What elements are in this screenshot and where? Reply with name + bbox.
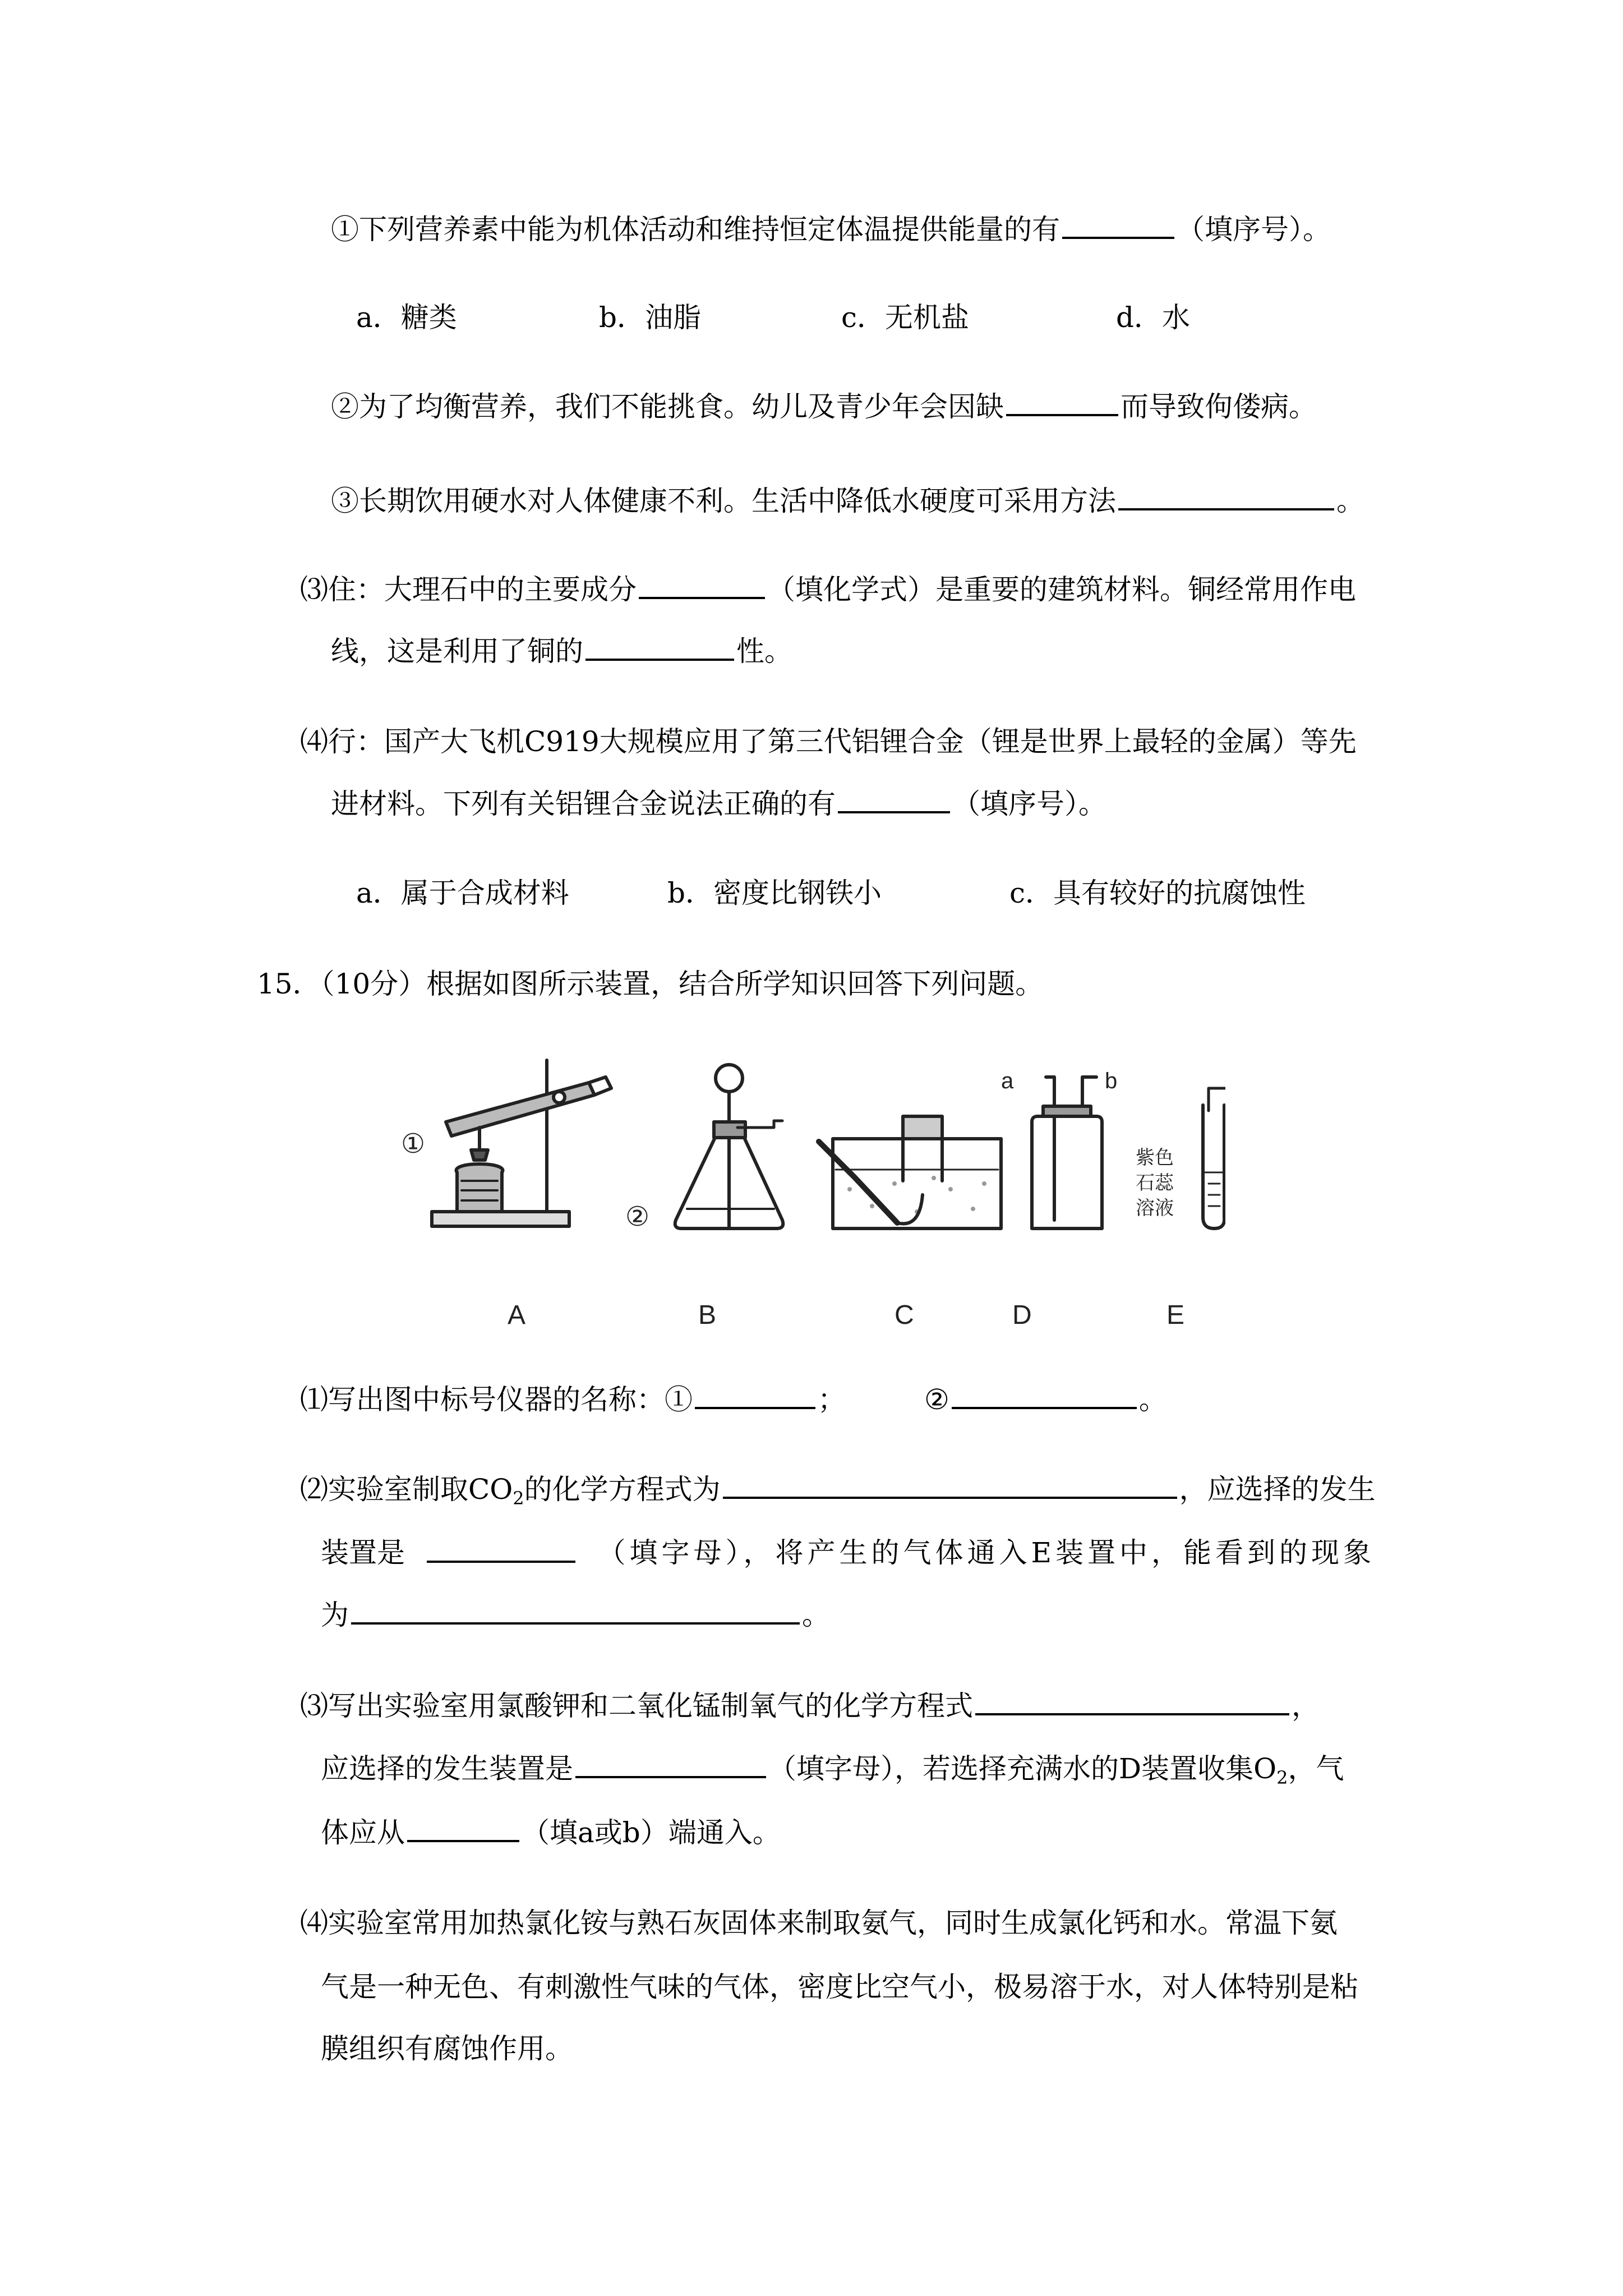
q15-part-3-cont <box>321 1750 1344 1796</box>
answer-blank[interactable] <box>639 571 765 599</box>
apparatus-a <box>432 1060 611 1226</box>
q14-part-4-cont <box>331 785 1106 822</box>
answer-blank[interactable] <box>695 1381 815 1409</box>
q15-part-3b-pre: 应选择的发生装置是 <box>321 1752 573 1785</box>
label-c: C <box>895 1300 914 1330</box>
q15-part-1-tail: 。 <box>1138 1383 1167 1416</box>
marker-1: ① <box>401 1129 426 1159</box>
answer-blank[interactable] <box>1118 482 1334 510</box>
e-label-2: 石蕊 <box>1136 1172 1174 1194</box>
q14-part-3-text: ⑶住：大理石中的主要成分 <box>300 573 637 606</box>
q15-part-1 <box>300 1381 1167 1418</box>
q15-part-3b-mid: （填字母），若选择充满水的D装置收集O <box>768 1752 1277 1785</box>
q14-part-3-cont <box>331 633 792 669</box>
answer-blank[interactable] <box>427 1535 575 1563</box>
q15-part-4: ⑷实验室常用加热氯化铵与熟石灰固体来制取氨气，同时生成氯化钙和水。常温下氨 <box>300 1907 1338 1939</box>
q14-part-3b-text: 线，这是利用了铜的 <box>331 635 583 668</box>
q14-option-d: d．水 <box>1116 301 1191 334</box>
q15-part-2b-text: 装置是 <box>321 1536 405 1569</box>
q14-part4-option-c: c．具有较好的抗腐蚀性 <box>1009 877 1306 909</box>
q15-part-2-cont <box>321 1535 1375 1571</box>
q15-part-2-pre: ⑵实验室制取CO <box>300 1473 513 1506</box>
q14-part-3 <box>300 571 1356 608</box>
q15-part-4-cont: 气是一种无色、有刺激性气味的气体，密度比空气小，极易溶于水，对人体特别是粘 <box>321 1971 1358 2003</box>
q14-option-b: b．油脂 <box>599 301 702 334</box>
answer-blank[interactable] <box>723 1471 1177 1499</box>
e-label-1: 紫色 <box>1136 1147 1174 1168</box>
answer-blank[interactable] <box>838 785 950 813</box>
q15-part-3-end <box>321 1814 781 1851</box>
answer-blank[interactable] <box>407 1814 519 1842</box>
q15-part-2c-text: 为 <box>321 1599 349 1631</box>
apparatus-b <box>675 1065 783 1228</box>
q14-option-c: c．无机盐 <box>841 301 970 334</box>
q15-part-4-end: 膜组织有腐蚀作用。 <box>321 2032 573 2065</box>
q15-part-1-sep: ； <box>818 1383 846 1416</box>
q15-part-3c-text: 体应从 <box>321 1816 405 1849</box>
q15-part-3-tail: ， <box>1292 1690 1320 1722</box>
subscript: 2 <box>513 1488 524 1509</box>
apparatus-d <box>1032 1077 1102 1228</box>
q15-part-2b-tail: （填字母），将产生的气体通入E装置中，能看到的现象 <box>597 1536 1375 1569</box>
label-b: B <box>698 1300 717 1330</box>
answer-blank[interactable] <box>1062 211 1174 239</box>
subscript: 2 <box>1276 1767 1288 1788</box>
label-a: A <box>508 1300 526 1330</box>
apparatus-e <box>1203 1088 1225 1228</box>
answer-blank[interactable] <box>585 633 734 661</box>
answer-blank[interactable] <box>952 1381 1137 1409</box>
q14-part-4b-text: 进材料。下列有关铝锂合金说法正确的有 <box>331 788 836 820</box>
q15-part-2 <box>300 1471 1376 1516</box>
q14-part-4: ⑷行：国产大飞机C919大规模应用了第三代铝锂合金（锂是世界上最轻的金属）等先 <box>300 725 1357 758</box>
q14-line-1 <box>331 211 1331 247</box>
label-e: E <box>1166 1300 1185 1330</box>
q15-part-3b-post: ，气 <box>1288 1752 1344 1785</box>
q15-part-3-text: ⑶写出实验室用氯酸钾和二氧化锰制氧气的化学方程式 <box>300 1690 973 1722</box>
q14-part4-option-b: b．密度比钢铁小 <box>667 877 882 909</box>
q14-line-1-text: ①下列营养素中能为机体活动和维持恒定体温提供能量的有 <box>331 213 1060 246</box>
q15-part-1-marker: ② <box>924 1383 949 1416</box>
q15-part-1-text: ⑴写出图中标号仪器的名称：① <box>300 1383 693 1416</box>
q15-part-3 <box>300 1687 1320 1724</box>
q14-part-3-tail: （填化学式）是重要的建筑材料。铜经常用作电 <box>767 573 1356 606</box>
marker-2: ② <box>625 1202 650 1232</box>
q14-line-2 <box>331 388 1317 425</box>
q15-part-2-post: 的化学方程式为 <box>524 1473 721 1506</box>
q14-line-3-tail: 。 <box>1336 485 1364 517</box>
apparatus-c <box>819 1116 1001 1228</box>
q14-line-3-text: ③长期饮用硬水对人体健康不利。生活中降低水硬度可采用方法 <box>331 485 1116 517</box>
e-label-3: 溶液 <box>1136 1198 1174 1219</box>
q14-line-2-tail: 而导致佝偻病。 <box>1121 390 1317 423</box>
q14-part4-option-a: a．属于合成材料 <box>356 877 569 909</box>
q15-part-2c-tail: 。 <box>802 1599 830 1631</box>
q14-line-1-tail: （填序号）。 <box>1177 213 1331 246</box>
q14-part-3b-tail: 性。 <box>736 635 792 668</box>
q15-part-3c-tail: （填a或b）端通入。 <box>522 1816 781 1849</box>
answer-blank[interactable] <box>1006 388 1118 416</box>
q15-part-2-end <box>321 1596 830 1633</box>
q14-line-2-text: ②为了均衡营养，我们不能挑食。幼儿及青少年会因缺 <box>331 390 1004 423</box>
apparatus-figure <box>395 1043 1225 1341</box>
answer-blank[interactable] <box>975 1687 1289 1715</box>
q14-line-3 <box>331 482 1364 519</box>
q14-part-4b-tail: （填序号）。 <box>952 788 1106 820</box>
answer-blank[interactable] <box>351 1596 800 1625</box>
answer-blank[interactable] <box>575 1750 766 1778</box>
q15-heading: 15．（10分）根据如图所示装置，结合所学知识回答下列问题。 <box>257 968 1044 1000</box>
label-d: D <box>1012 1300 1032 1330</box>
q14-option-a: a．糖类 <box>356 301 457 334</box>
q15-part-2-tail: ，应选择的发生 <box>1179 1473 1376 1506</box>
tube-end-a: a <box>1001 1069 1014 1093</box>
tube-end-b: b <box>1105 1069 1118 1093</box>
